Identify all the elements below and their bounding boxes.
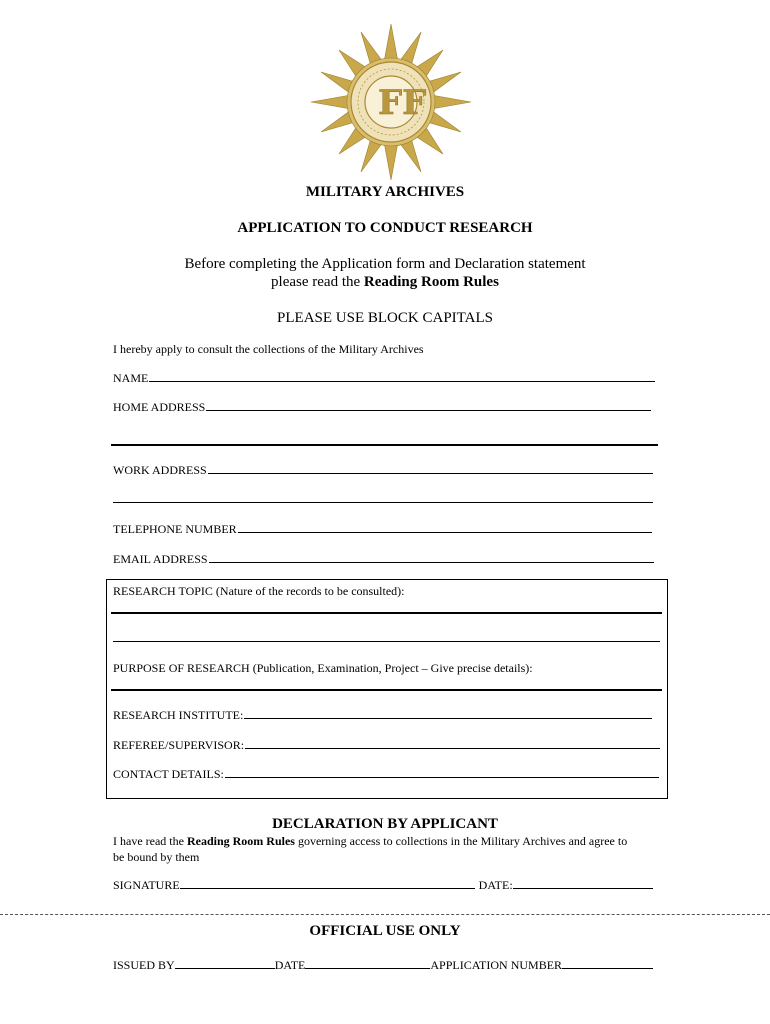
- contact-details-input-line[interactable]: [225, 777, 659, 778]
- page-subtitle: APPLICATION TO CONDUCT RESEARCH: [237, 220, 533, 236]
- official-date-label: DATE: [274, 958, 306, 972]
- work-address-input-line[interactable]: [208, 473, 653, 474]
- svg-text:FF: FF: [378, 83, 427, 123]
- referee-field[interactable]: [113, 738, 660, 752]
- work-address-second-line[interactable]: [113, 502, 653, 503]
- declaration-heading: DECLARATION BY APPLICANT: [272, 816, 498, 832]
- referee-label: REFEREE/SUPERVISOR:: [113, 738, 245, 752]
- declaration-suffix: governing access to collections in the Military Archives and agree to: [294, 834, 628, 848]
- block-capitals-note: PLEASE USE BLOCK CAPITALS: [277, 310, 493, 326]
- purpose-label: PURPOSE OF RESEARCH (Publication, Examination, Project – Give precise details):: [113, 661, 533, 675]
- research-institute-label: RESEARCH INSTITUTE:: [113, 708, 244, 722]
- declaration-prefix: I have read the: [113, 834, 187, 848]
- issued-by-label: ISSUED BY: [113, 958, 175, 972]
- email-label: EMAIL ADDRESS: [113, 552, 208, 566]
- application-number-label: APPLICATION NUMBER: [430, 958, 563, 972]
- research-topic-line-2[interactable]: [113, 641, 660, 642]
- name-label: NAME: [113, 371, 149, 385]
- reading-room-rules-ref: Reading Room Rules: [363, 274, 499, 290]
- home-address-second-line[interactable]: [111, 444, 658, 446]
- signature-label: SIGNATURE: [113, 878, 180, 892]
- page-title: MILITARY ARCHIVES: [305, 184, 465, 200]
- official-date-input-line[interactable]: [305, 968, 430, 969]
- work-address-field[interactable]: [113, 463, 653, 477]
- application-number-input-line[interactable]: [562, 968, 653, 969]
- email-field[interactable]: [113, 552, 654, 566]
- official-use-row: [113, 958, 653, 972]
- intro-prefix: please read the: [271, 274, 364, 290]
- telephone-input-line[interactable]: [238, 532, 652, 533]
- defence-forces-emblem-icon: [310, 24, 472, 180]
- name-field[interactable]: [113, 371, 655, 385]
- telephone-label: TELEPHONE NUMBER: [113, 522, 237, 536]
- declaration-date-label: DATE:: [478, 878, 513, 892]
- email-input-line[interactable]: [209, 562, 654, 563]
- declaration-rules-ref: Reading Room Rules: [186, 834, 295, 848]
- contact-details-label: CONTACT DETAILS:: [113, 767, 224, 781]
- research-institute-field[interactable]: [113, 708, 652, 722]
- signature-row: [113, 878, 653, 892]
- home-address-input-line[interactable]: [206, 410, 651, 411]
- apply-statement: I hereby apply to consult the collections of the Military Archives: [113, 342, 424, 356]
- intro-line-2: [0, 274, 770, 291]
- home-address-label: HOME ADDRESS: [113, 400, 206, 414]
- home-address-field[interactable]: [113, 400, 651, 414]
- research-topic-line-1[interactable]: [111, 612, 662, 614]
- cut-line-divider: [0, 914, 770, 915]
- declaration-text: [113, 834, 663, 848]
- issued-by-input-line[interactable]: [175, 968, 275, 969]
- official-use-heading: OFFICIAL USE ONLY: [309, 923, 461, 939]
- work-address-label: WORK ADDRESS: [113, 463, 207, 477]
- referee-input-line[interactable]: [245, 748, 660, 749]
- name-input-line[interactable]: [149, 381, 655, 382]
- telephone-field[interactable]: [113, 522, 652, 536]
- declaration-text-line-2: be bound by them: [113, 850, 200, 864]
- intro-line-1: Before completing the Application form and Declaration statement: [184, 256, 586, 272]
- research-institute-input-line[interactable]: [244, 718, 652, 719]
- research-topic-label: RESEARCH TOPIC (Nature of the records to be consulted):: [113, 584, 405, 598]
- signature-input-line[interactable]: [180, 888, 475, 889]
- contact-details-field[interactable]: [113, 767, 659, 781]
- declaration-date-input-line[interactable]: [513, 888, 653, 889]
- purpose-line[interactable]: [111, 689, 662, 691]
